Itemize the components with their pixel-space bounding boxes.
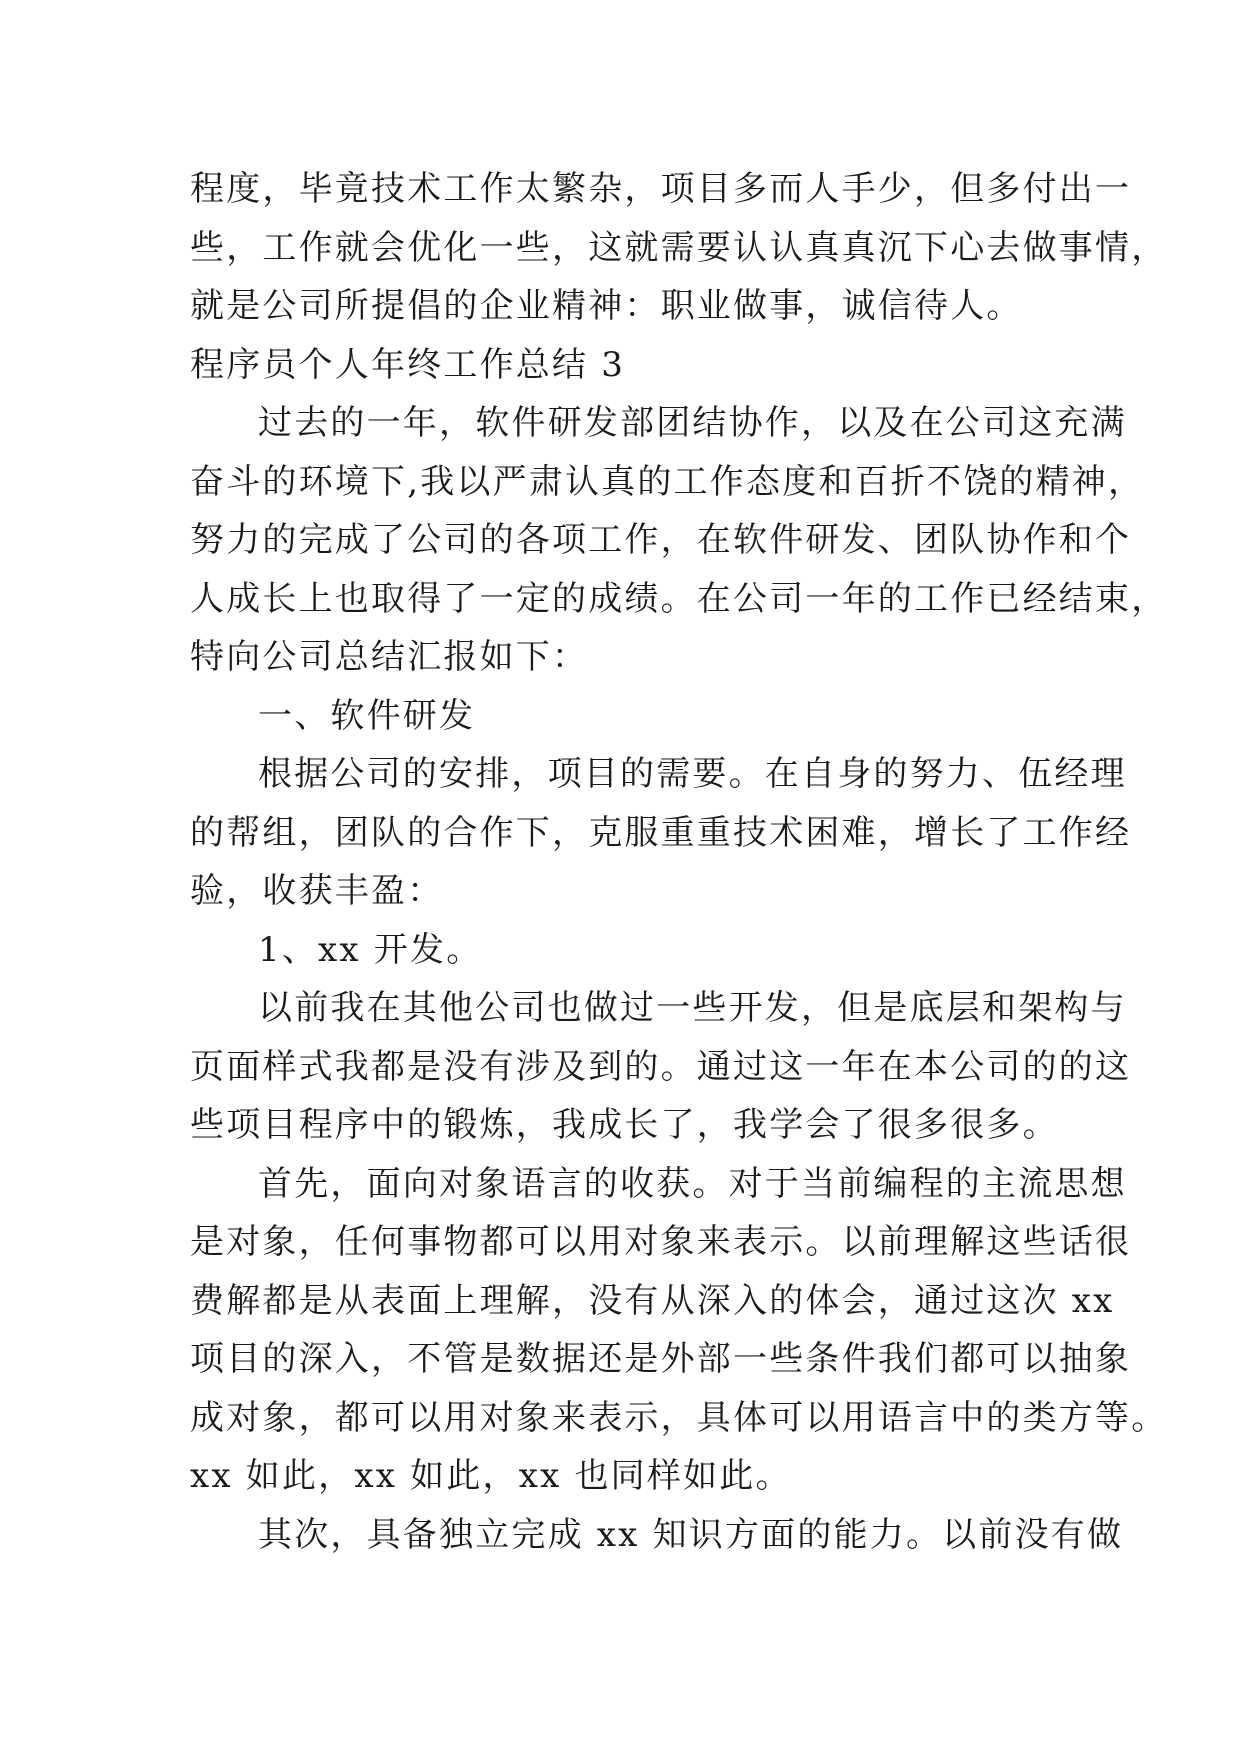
text-line-19: 是对象，任何事物都可以用对象来表示。以前理解这些话很	[190, 1222, 1132, 1262]
text-line-6: 奋斗的环境下,我以严肃认真的工作态度和百折不饶的精神，	[190, 461, 1145, 502]
text-line-5: 过去的一年，软件研发部团结协作，以及在公司这充满	[258, 403, 1127, 443]
text-line-22: 成对象，都可以用对象来表示，具体可以用语言中的类方等。	[190, 1397, 1168, 1438]
text-line-3: 就是公司所提倡的企业精神：职业做事，诚信待人。	[190, 286, 1023, 326]
text-line-23: xx 如此，xx 如此，xx 也同样如此。	[190, 1456, 792, 1496]
text-line-17: 些项目程序中的锻炼，我成长了，我学会了很多很多。	[190, 1105, 1059, 1145]
text-line-21: 项目的深入，不管是数据还是外部一些条件我们都可以抽象	[190, 1339, 1132, 1379]
text-line-16: 页面样式我都是没有涉及到的。通过这一年在本公司的的这	[190, 1046, 1132, 1087]
subheading-software-dev: 一、软件研发	[258, 695, 476, 736]
text-line-24: 其次，具备独立完成 xx 知识方面的能力。以前没有做	[258, 1514, 1124, 1555]
text-line-20: 费解都是从表面上理解，没有从深入的体会，通过这次 xx	[190, 1280, 1115, 1321]
text-line-13: 验，收获丰盈：	[190, 871, 444, 911]
text-line-2: 些，工作就会优化一些，这就需要认认真真沉下心去做事情，	[190, 227, 1168, 268]
text-line-18: 首先，面向对象语言的收获。对于当前编程的主流思想	[258, 1163, 1127, 1204]
document-body	[190, 160, 1168, 1564]
text-line-7: 努力的完成了公司的各项工作，在软件研发、团队协作和个	[190, 520, 1132, 560]
section-heading: 程序员个人年终工作总结 3	[190, 344, 626, 385]
list-item-xx-dev: 1、xx 开发。	[258, 929, 483, 970]
text-line-12: 的帮组，团队的合作下，克服重重技术困难，增长了工作经	[190, 812, 1132, 853]
text-line-8: 人成长上也取得了一定的成绩。在公司一年的工作已经结束，	[190, 578, 1168, 619]
text-line-15: 以前我在其他公司也做过一些开发，但是底层和架构与	[258, 988, 1127, 1028]
text-line-11: 根据公司的安排，项目的需要。在自身的努力、伍经理	[258, 754, 1127, 794]
text-line-1: 程度，毕竟技术工作太繁杂，项目多而人手少，但多付出一	[190, 169, 1132, 209]
text-line-9: 特向公司总结汇报如下：	[190, 637, 589, 677]
